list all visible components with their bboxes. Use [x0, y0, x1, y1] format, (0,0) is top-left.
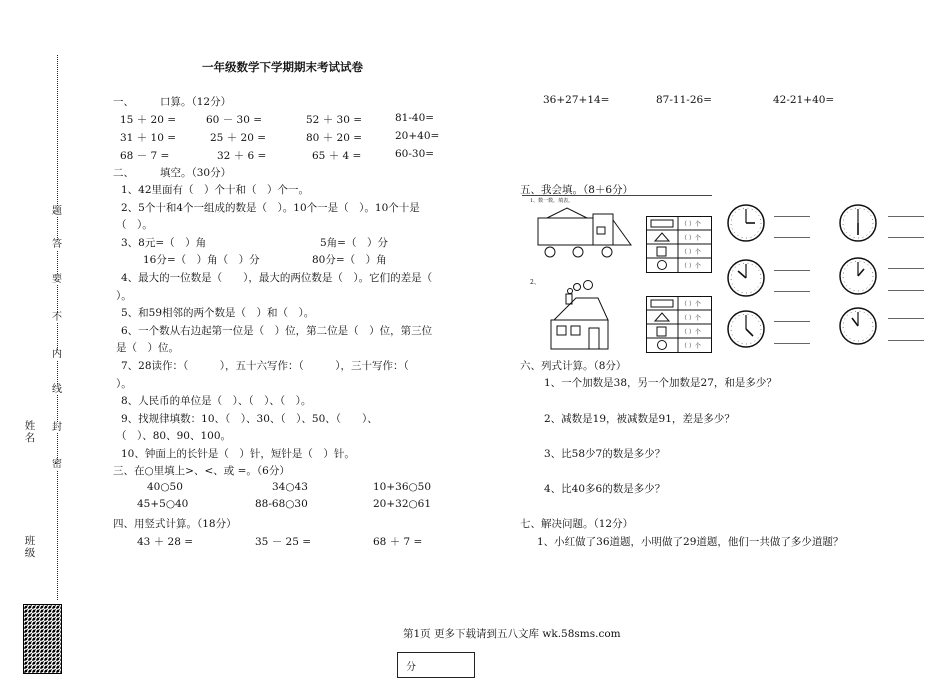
binding-char: 答 — [52, 239, 62, 250]
fill-item: ）。 — [116, 378, 132, 390]
house-shapes-figure — [546, 280, 612, 352]
score-box-label: 分 — [406, 662, 416, 673]
fill-item: 4、最大的一位数是（ ），最大的两位数是（ ）。它们的差是（ — [121, 272, 433, 284]
binding-char: 封 — [52, 422, 62, 433]
clock-answer-line[interactable] — [888, 216, 924, 217]
binding-char: 题 — [52, 206, 62, 217]
clock-answer-line[interactable] — [774, 270, 810, 271]
count-cell: （ ）个 — [681, 263, 701, 270]
clock-icon — [838, 256, 878, 296]
mixed-calc: 36+27+14= — [543, 94, 610, 106]
section-6-heading: 六、列式计算。（8分） — [520, 360, 627, 372]
shape-count-table-2 — [646, 296, 712, 353]
binding-char: 内 — [52, 349, 62, 360]
fill-item: （ ）、80、90、100。 — [116, 430, 232, 442]
compare-item: 20+32○61 — [373, 498, 432, 510]
fill-item: 1、42里面有（ ）个十和（ ）个一。 — [121, 184, 310, 196]
clock-answer-line[interactable] — [888, 318, 924, 319]
count-cell: （ ）个 — [681, 301, 701, 308]
oral-problem: 32 ＋ 6 = — [217, 150, 267, 162]
fill-item: 3、8元=（ ）角 — [121, 237, 207, 249]
clock-answer-line[interactable] — [774, 343, 810, 344]
class-label: 班级 — [24, 535, 36, 559]
fill-item: ）。 — [116, 290, 132, 302]
section-5-rule — [522, 195, 712, 196]
section-1-heading: 口算。（12分） — [160, 96, 232, 108]
clock-answer-line[interactable] — [888, 268, 924, 269]
count-cell: （ ）个 — [681, 249, 701, 256]
clock-icon — [726, 258, 766, 298]
clock-answer-line[interactable] — [888, 340, 924, 341]
score-box — [397, 652, 475, 678]
oral-problem: 20+40= — [395, 130, 440, 142]
clock-icon — [838, 203, 878, 243]
section-2-heading: 填空。（30分） — [160, 167, 232, 179]
section-2-number: 二、 — [113, 167, 134, 179]
section-5-heading: 五、我会填。（8＋6分） — [520, 184, 634, 196]
oral-problem: 60 － 30 = — [206, 114, 263, 126]
shape-count-table-1 — [646, 216, 712, 273]
compare-item: 10+36○50 — [373, 481, 432, 493]
binding-char: 不 — [52, 312, 62, 323]
oral-problem: 25 ＋ 20 = — [210, 132, 267, 144]
name-label: 姓名 — [24, 420, 36, 444]
vertical-problem: 68 ＋ 7 = — [373, 536, 423, 548]
clock-answer-line[interactable] — [888, 237, 924, 238]
clock-icon — [726, 203, 766, 243]
fill-item: 9、找规律填数：10、（ ）、30、（ ）、50、（ ）、 — [121, 413, 378, 425]
word-problem: 3、比58少7的数是多少？ — [544, 448, 666, 460]
oral-problem: 81-40= — [395, 112, 435, 124]
oral-problem: 60-30= — [395, 148, 435, 160]
fill-item: （ ）。 — [116, 219, 153, 231]
section-4-heading: 四、用竖式计算。（18分） — [113, 518, 237, 530]
count-cell: （ ）个 — [681, 343, 701, 350]
oral-problem: 80 ＋ 20 = — [306, 132, 363, 144]
oral-problem: 68 － 7 = — [120, 150, 170, 162]
fill-item: 是（ ）位。 — [116, 342, 179, 354]
fill-item: 8、人民币的单位是（ ）、（ ）、（ ）。 — [121, 395, 312, 407]
clock-answer-line[interactable] — [774, 237, 810, 238]
mixed-calc: 87-11-26= — [656, 94, 712, 106]
clock-answer-line[interactable] — [774, 291, 810, 292]
page-footer: 第1页 更多下载请到五八文库 wk.58sms.com — [403, 628, 621, 640]
count-cell: （ ）个 — [681, 315, 701, 322]
fill-item: 6、一个数从右边起第一位是（ ）位，第二位是（ ）位，第三位 — [121, 325, 433, 337]
clock-answer-line[interactable] — [888, 290, 924, 291]
application-problem: 1、小红做了36道题，小明做了29道题，他们一共做了多少道题？ — [537, 536, 844, 548]
clock-answer-line[interactable] — [774, 321, 810, 322]
count-cell: （ ）个 — [681, 329, 701, 336]
fill-item: 5角=（ ）分 — [320, 237, 388, 249]
section-1-number: 一、 — [113, 96, 134, 108]
figure-1-caption: 1、数一数，填表。 — [530, 198, 574, 204]
section-7-heading: 七、解决问题。（12分） — [520, 518, 634, 530]
binding-char: 线 — [52, 384, 62, 395]
count-cell: （ ）个 — [681, 235, 701, 242]
fill-item: 10、钟面上的长针是（ ）针，短针是（ ）针。 — [121, 448, 355, 460]
fill-item: 5、和59相邻的两个数是（ ）和（ ）。 — [121, 307, 315, 319]
section-3-heading: 三、在○里填上>、<、或 =。（6分） — [113, 465, 290, 477]
oral-problem: 52 ＋ 30 = — [306, 114, 363, 126]
figure-2-number: 2、 — [530, 279, 540, 286]
fill-item: 7、28读作：（ ），五十六写作：（ ），三十写作：（ — [121, 360, 409, 372]
binding-char: 要 — [52, 274, 62, 285]
compare-item: 45+5○40 — [137, 498, 189, 510]
oral-problem: 31 ＋ 10 = — [120, 132, 177, 144]
compare-item: 88-68○30 — [255, 498, 308, 510]
vertical-problem: 35 － 25 = — [255, 536, 312, 548]
binding-char: 密 — [52, 459, 62, 470]
binding-dotted-line — [57, 55, 58, 600]
fill-item: 2、5个十和4个一组成的数是（ ）。10个一是（ ）。10个十是 — [121, 202, 420, 214]
vertical-problem: 43 ＋ 28 = — [137, 536, 194, 548]
truck-shapes-figure — [530, 200, 640, 262]
compare-item: 34○43 — [272, 481, 308, 493]
word-problem: 2、减数是19，被减数是91，差是多少？ — [544, 413, 735, 425]
mixed-calc: 42-21+40= — [773, 94, 835, 106]
count-cell: （ ）个 — [681, 221, 701, 228]
clock-icon — [838, 306, 878, 346]
compare-item: 40○50 — [147, 481, 183, 493]
clock-answer-line[interactable] — [774, 216, 810, 217]
exam-title: 一年级数学下学期期末考试试卷 — [202, 60, 363, 74]
clock-icon — [726, 309, 766, 349]
fill-item: 16分=（ ）角（ ）分 — [143, 254, 260, 266]
word-problem: 1、一个加数是38，另一个加数是27，和是多少？ — [544, 377, 777, 389]
decorative-pattern-block — [23, 604, 62, 674]
fill-item: 80分=（ ）角 — [312, 254, 387, 266]
word-problem: 4、比40多6的数是多少？ — [544, 483, 666, 495]
oral-problem: 15 ＋ 20 = — [120, 114, 177, 126]
oral-problem: 65 ＋ 4 = — [312, 150, 362, 162]
